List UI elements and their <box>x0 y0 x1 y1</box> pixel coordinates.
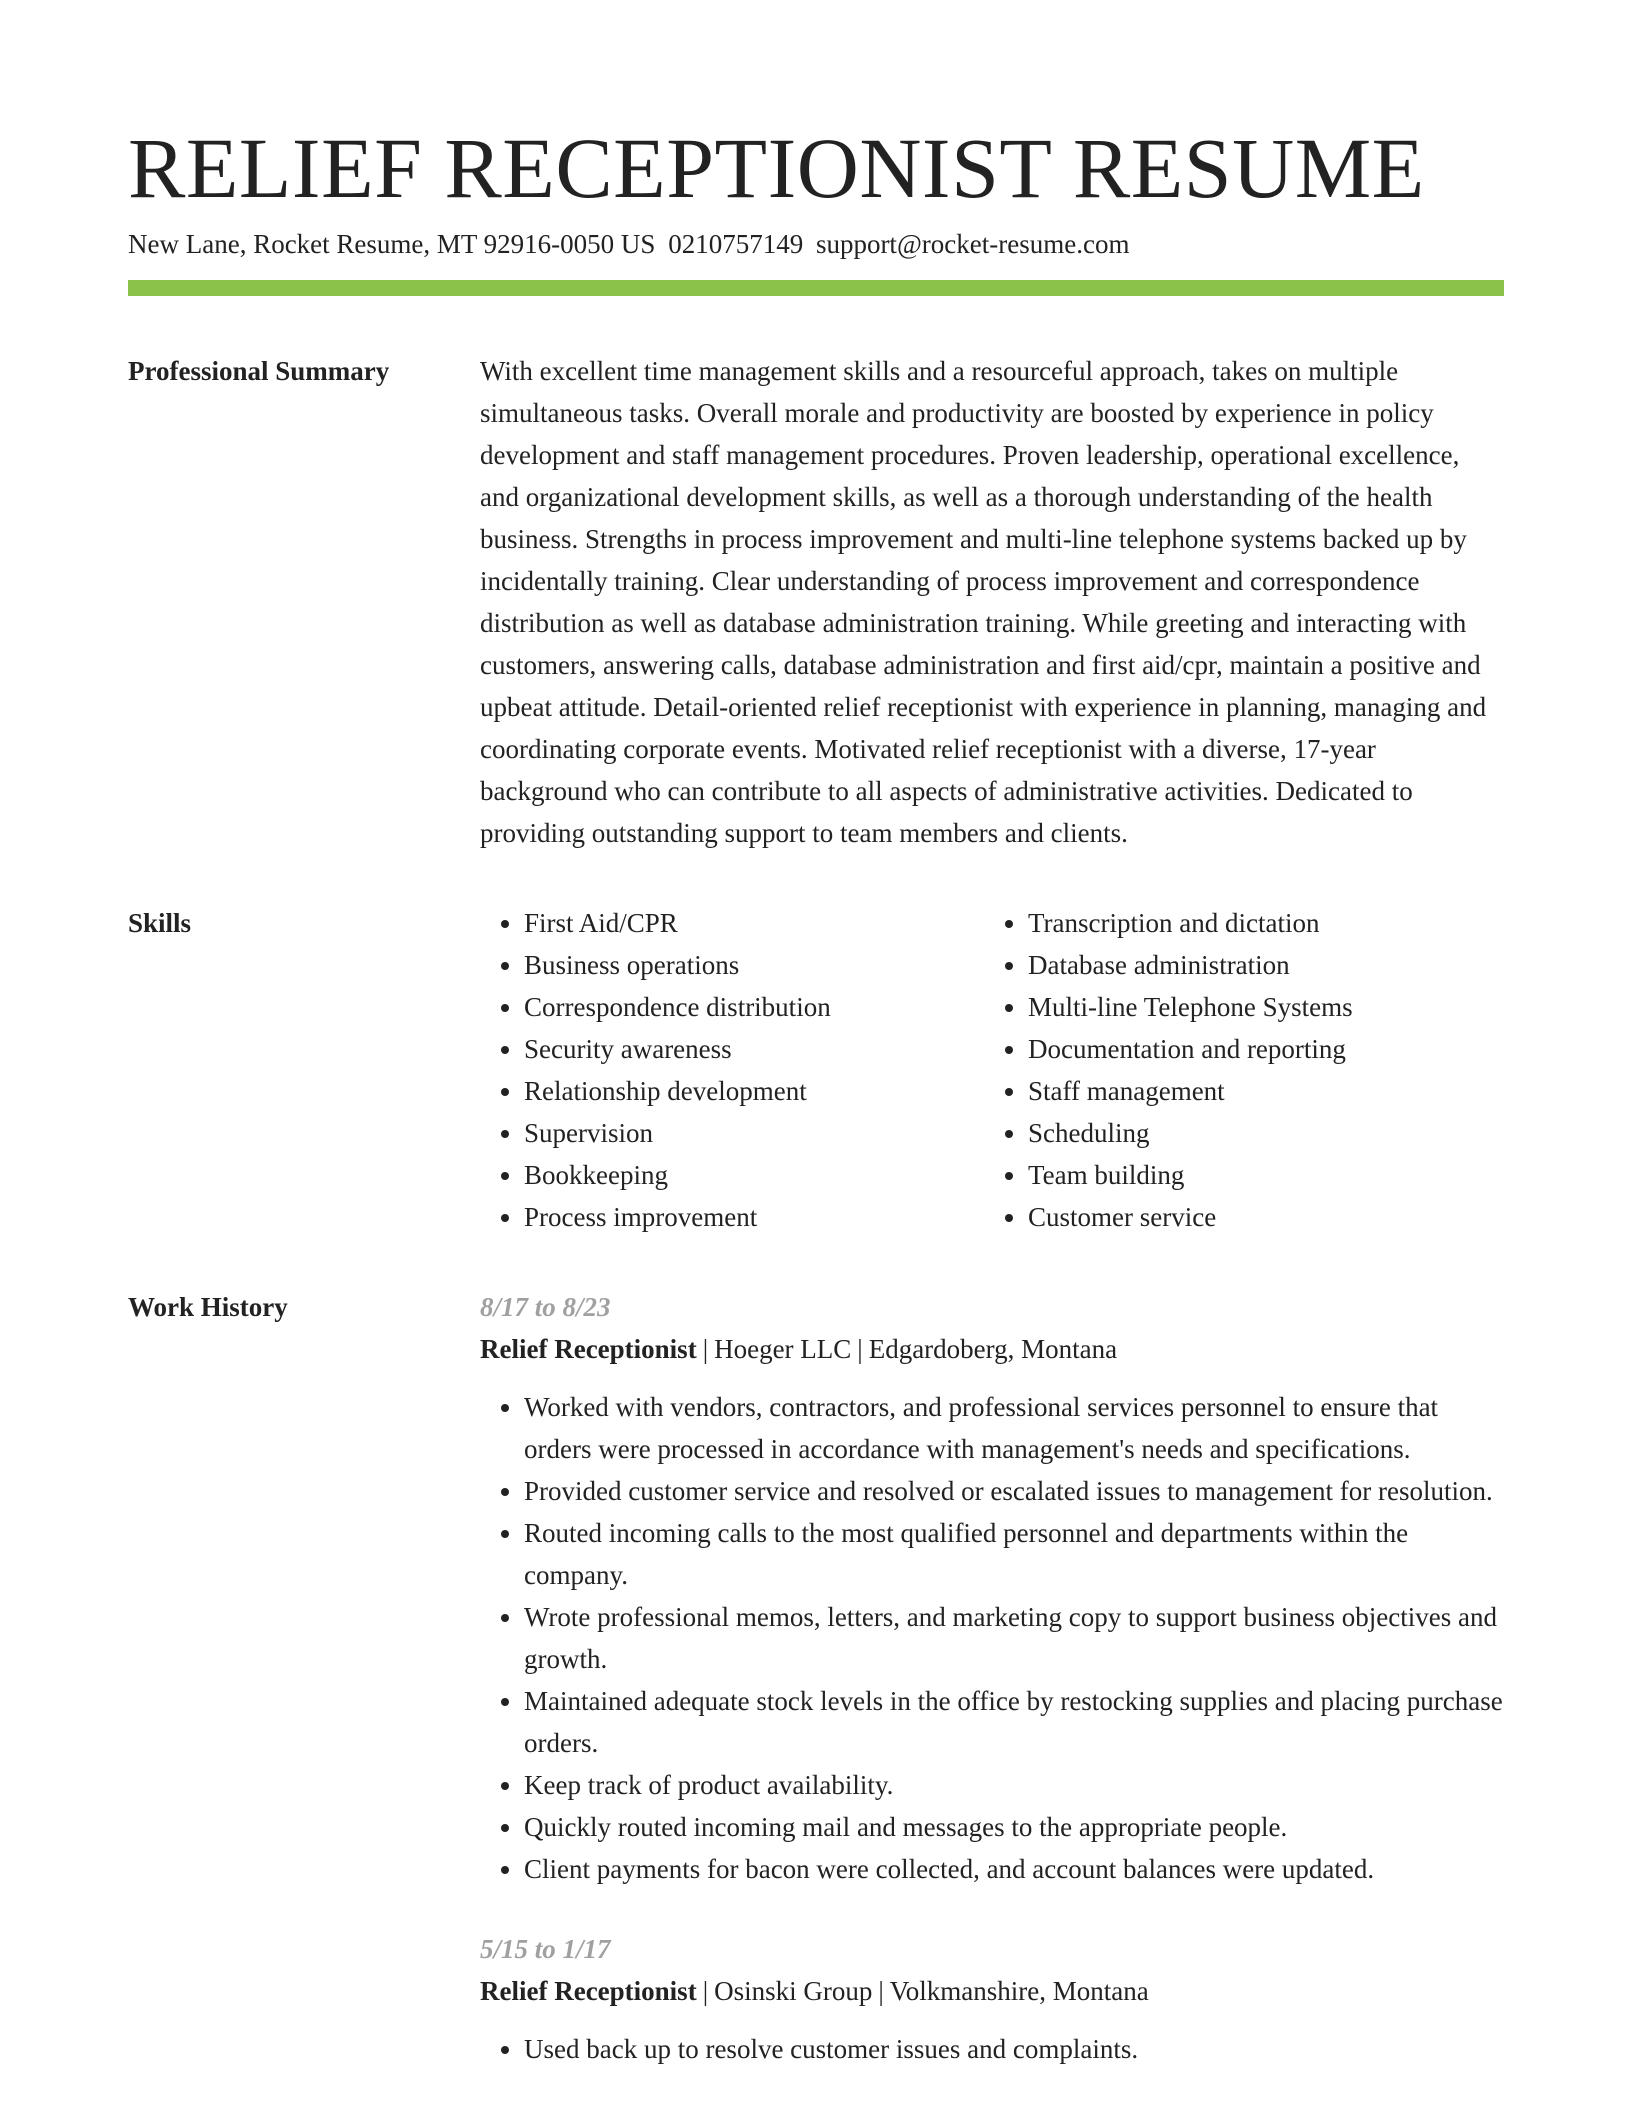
skill-item: • Staff management <box>1028 1070 1488 1112</box>
skill-item: • Scheduling <box>1028 1112 1488 1154</box>
job-bullet: • Wrote professional memos, letters, and marketing copy to support business objectives and growth. <box>524 1596 1504 1680</box>
contact-address: New Lane, Rocket Resume, MT 92916-0050 US <box>128 229 656 259</box>
job-location: Volkmanshire, Montana <box>889 1976 1149 2006</box>
skill-item: • Team building <box>1028 1154 1488 1196</box>
job-heading <box>480 1328 1504 1370</box>
job-separator: | <box>857 1334 863 1364</box>
skill-item: • Transcription and dictation <box>1028 902 1488 944</box>
contact-email: support@rocket-resume.com <box>815 229 1130 259</box>
job-separator: | <box>878 1976 884 2006</box>
job-location: Edgardoberg, Montana <box>868 1334 1118 1364</box>
job-title: Relief Receptionist <box>480 1334 697 1364</box>
skill-item: • Correspondence distribution <box>524 986 984 1028</box>
job-dates: 8/17 to 8/23 <box>480 1292 611 1322</box>
skills-list-right <box>984 902 1488 1238</box>
summary-label: Professional Summary <box>128 356 390 386</box>
resume-title: RELIEF RECEPTIONIST RESUME <box>128 120 1425 216</box>
job-company: Osinski Group <box>714 1976 873 2006</box>
summary-body <box>480 350 1504 854</box>
job-bullet: • Maintained adequate stock levels in the office by restocking supplies and placing purchase orders. <box>524 1680 1504 1764</box>
contact-line <box>128 226 1504 262</box>
contact-phone: 0210757149 <box>668 229 804 259</box>
skill-item: • Process improvement <box>524 1196 984 1238</box>
summary-section <box>128 350 1504 854</box>
skills-section <box>128 902 1504 1238</box>
skill-item: • Multi-line Telephone Systems <box>1028 986 1488 1028</box>
work-history-section <box>128 1286 1504 2070</box>
job-bullet: • Quickly routed incoming mail and messages to the appropriate people. <box>524 1806 1504 1848</box>
skill-item: • Database administration <box>1028 944 1488 986</box>
job-dates: 5/15 to 1/17 <box>480 1934 611 1964</box>
job-bullet: • Keep track of product availability. <box>524 1764 1504 1806</box>
job-company: Hoeger LLC <box>714 1334 852 1364</box>
job-title: Relief Receptionist <box>480 1976 697 2006</box>
job-bullet: • Provided customer service and resolved or escalated issues to management for resolution. <box>524 1470 1504 1512</box>
job-separator: | <box>702 1976 709 2006</box>
header-divider <box>128 280 1504 296</box>
resume-page <box>128 118 1504 2070</box>
job-bullet: • Used back up to resolve customer issues and complaints. <box>524 2028 1504 2070</box>
job-bullets <box>480 1386 1504 1890</box>
work-history-label: Work History <box>128 1292 288 1322</box>
skill-item: • Documentation and reporting <box>1028 1028 1488 1070</box>
skill-item: • Business operations <box>524 944 984 986</box>
skill-item: • Bookkeeping <box>524 1154 984 1196</box>
work-history-body <box>480 1286 1504 2070</box>
skills-label: Skills <box>128 908 192 938</box>
skills-list-left <box>480 902 984 1238</box>
job-bullet: • Routed incoming calls to the most qualified personnel and departments within the company. <box>524 1512 1504 1596</box>
skill-item: • Supervision <box>524 1112 984 1154</box>
skill-item: • Customer service <box>1028 1196 1488 1238</box>
job-bullets <box>480 2028 1504 2070</box>
skill-item: • Relationship development <box>524 1070 984 1112</box>
skill-item: • First Aid/CPR <box>524 902 984 944</box>
job-entry <box>480 1286 1504 1890</box>
job-separator: | <box>702 1334 709 1364</box>
job-entry <box>480 1928 1504 2070</box>
job-bullet: • Client payments for bacon were collected, and account balances were updated. <box>524 1848 1504 1890</box>
summary-text: With excellent time management skills and a resourceful approach, takes on multiple simultaneous tasks. Overall morale and productivity are boosted by experience in policy development and staff management procedures. Proven leadership, operational excellence, and organizational development skills, as well as a thorough understanding of the health business. Strengths in process improvement and multi-line telephone systems backed up by incidentally training. Clear understanding of process improvement and correspondence distribution as well as database administration training. While greeting and interacting with customers, answering calls, database administration and first aid/cpr, maintain a positive and upbeat attitude. Detail-oriented relief receptionist with experience in planning, managing and coordinating corporate events. Motivated relief receptionist with a diverse, 17-year background who can contribute to all aspects of administrative activities. Dedicated to providing outstanding support to team members and clients. <box>480 356 1487 848</box>
skills-body <box>480 902 1504 1238</box>
job-bullet: • Worked with vendors, contractors, and professional services personnel to ensure that orders were processed in accordance with management's needs and specifications. <box>524 1386 1504 1470</box>
job-heading <box>480 1970 1504 2012</box>
skill-item: • Security awareness <box>524 1028 984 1070</box>
